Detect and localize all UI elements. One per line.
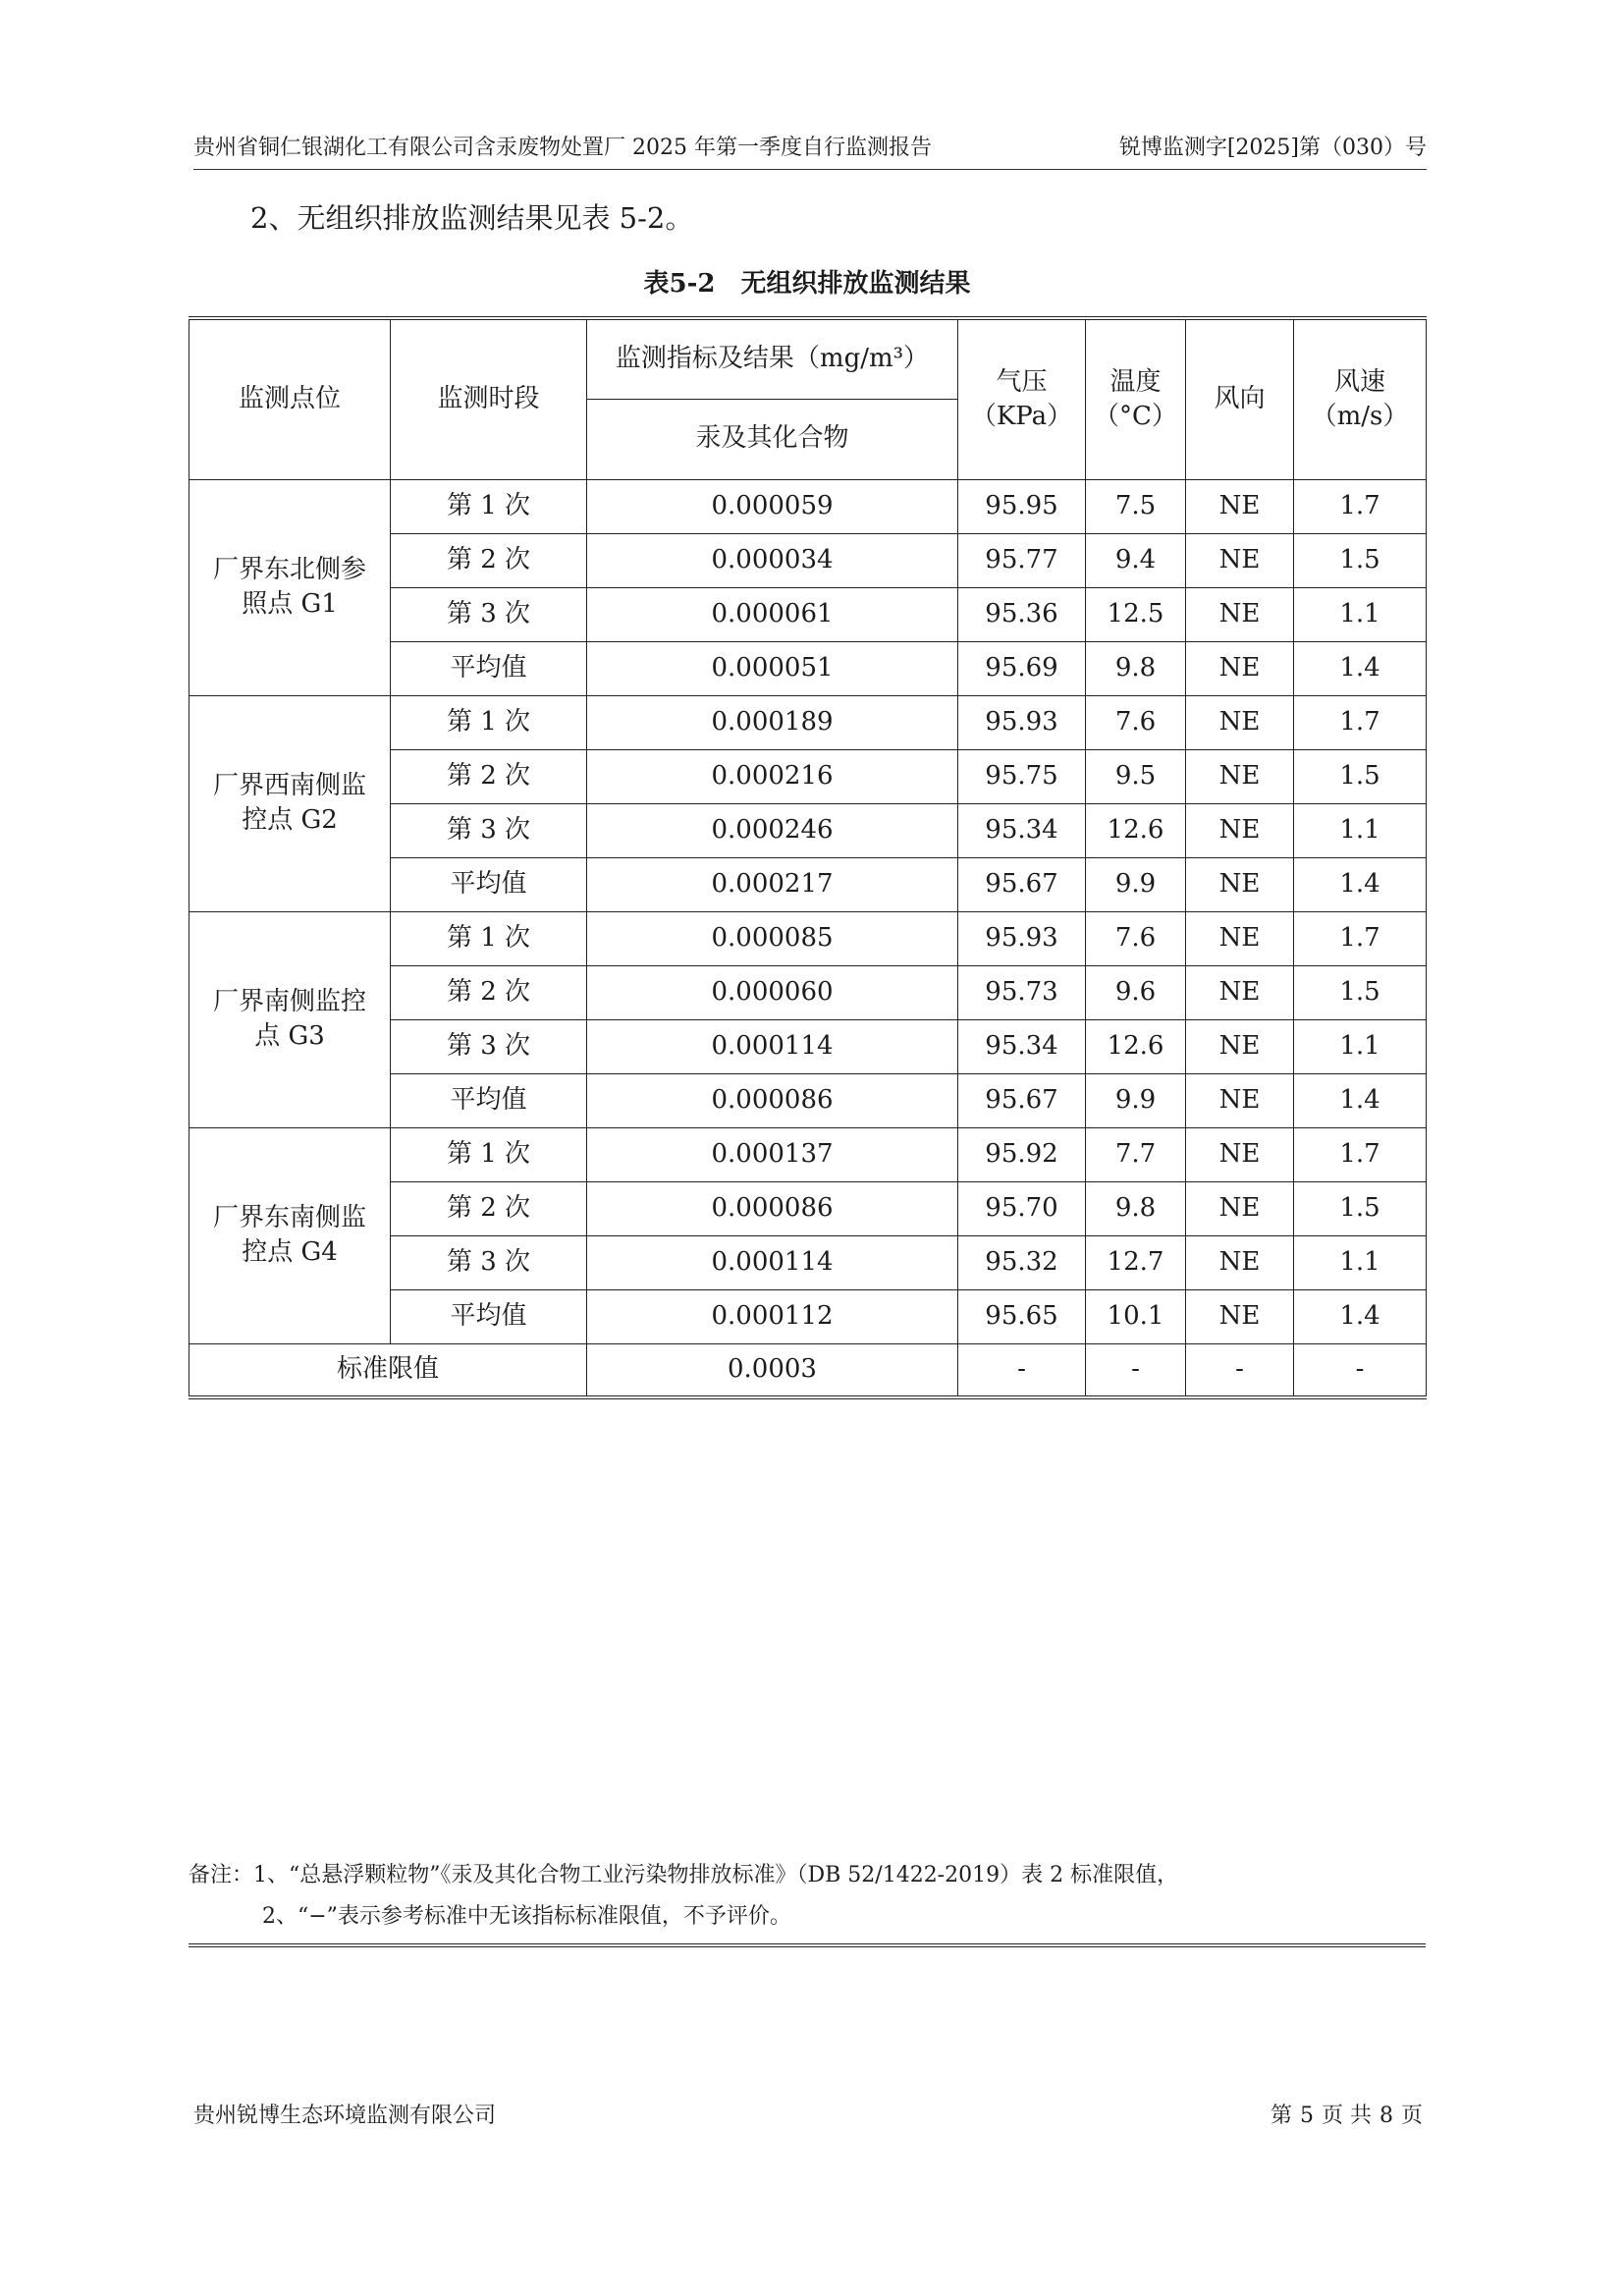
pressure-cell: 95.73 xyxy=(958,965,1086,1019)
wind-direction-cell: NE xyxy=(1186,1127,1294,1181)
pressure-cell: 95.70 xyxy=(958,1181,1086,1235)
header-wind-speed-unit: （m/s） xyxy=(1311,401,1409,431)
header-wind-direction: 风向 xyxy=(1186,318,1294,479)
temperature-cell: 12.6 xyxy=(1086,803,1186,857)
header-pressure xyxy=(958,318,1086,479)
period-cell: 平均值 xyxy=(391,1289,587,1343)
pressure-cell: 95.95 xyxy=(958,479,1086,533)
table-row xyxy=(189,479,1427,533)
mercury-cell: 0.000061 xyxy=(587,587,958,641)
wind-speed-cell: 1.4 xyxy=(1294,641,1427,695)
period-cell: 第 1 次 xyxy=(391,479,587,533)
wind-speed-cell: 1.4 xyxy=(1294,1073,1427,1127)
header-wind-speed-label: 风速 xyxy=(1333,366,1385,397)
pressure-cell: 95.67 xyxy=(958,857,1086,911)
temperature-cell: 9.5 xyxy=(1086,749,1186,803)
page-label-mid: 页 共 xyxy=(1321,2104,1372,2128)
site-cell: 厂界南侧监控点 G3 xyxy=(189,911,391,1127)
period-cell: 平均值 xyxy=(391,857,587,911)
pressure-cell: 95.69 xyxy=(958,641,1086,695)
wind-speed-cell: 1.7 xyxy=(1294,695,1427,749)
mercury-cell: 0.000034 xyxy=(587,533,958,587)
standard-limit-label: 标准限值 xyxy=(189,1343,587,1397)
period-cell: 第 2 次 xyxy=(391,749,587,803)
mercury-cell: 0.000217 xyxy=(587,857,958,911)
standard-mercury-cell: 0.0003 xyxy=(587,1343,958,1397)
standard-wind-speed-cell: - xyxy=(1294,1343,1427,1397)
wind-speed-cell: 1.1 xyxy=(1294,1019,1427,1073)
mercury-cell: 0.000051 xyxy=(587,641,958,695)
wind-speed-cell: 1.7 xyxy=(1294,911,1427,965)
period-cell: 第 1 次 xyxy=(391,911,587,965)
period-cell: 第 3 次 xyxy=(391,1235,587,1289)
mercury-cell: 0.000246 xyxy=(587,803,958,857)
pressure-cell: 95.93 xyxy=(958,695,1086,749)
mercury-cell: 0.000112 xyxy=(587,1289,958,1343)
mercury-cell: 0.000137 xyxy=(587,1127,958,1181)
wind-direction-cell: NE xyxy=(1186,1073,1294,1127)
wind-direction-cell: NE xyxy=(1186,587,1294,641)
wind-direction-cell: NE xyxy=(1186,857,1294,911)
temperature-cell: 7.6 xyxy=(1086,695,1186,749)
mercury-cell: 0.000085 xyxy=(587,911,958,965)
standard-limit-row xyxy=(189,1343,1427,1397)
standard-wind-direction-cell: - xyxy=(1186,1343,1294,1397)
temperature-cell: 12.6 xyxy=(1086,1019,1186,1073)
temperature-cell: 9.8 xyxy=(1086,1181,1186,1235)
wind-direction-cell: NE xyxy=(1186,749,1294,803)
temperature-cell: 7.5 xyxy=(1086,479,1186,533)
wind-direction-cell: NE xyxy=(1186,1235,1294,1289)
temperature-cell: 12.5 xyxy=(1086,587,1186,641)
period-cell: 第 3 次 xyxy=(391,587,587,641)
mercury-cell: 0.000216 xyxy=(587,749,958,803)
table-row xyxy=(189,695,1427,749)
temperature-cell: 9.8 xyxy=(1086,641,1186,695)
pressure-cell: 95.65 xyxy=(958,1289,1086,1343)
mercury-cell: 0.000086 xyxy=(587,1181,958,1235)
header-temperature xyxy=(1086,318,1186,479)
report-number: 锐博监测字[2025]第（030）号 xyxy=(1118,136,1427,160)
page-indicator xyxy=(1267,2099,1427,2129)
mercury-cell: 0.000060 xyxy=(587,965,958,1019)
wind-speed-cell: 1.5 xyxy=(1294,533,1427,587)
wind-speed-cell: 1.7 xyxy=(1294,479,1427,533)
note-1: 备注：1、“总悬浮颗粒物”《汞及其化合物工业污染物排放标准》（DB 52/1422-2019）表 2 标准限值， xyxy=(189,1863,1179,1887)
period-cell: 平均值 xyxy=(391,1073,587,1127)
wind-direction-cell: NE xyxy=(1186,803,1294,857)
table-notes xyxy=(189,1855,1426,1947)
site-cell: 厂界东南侧监控点 G4 xyxy=(189,1127,391,1343)
wind-speed-cell: 1.4 xyxy=(1294,1289,1427,1343)
temperature-cell: 7.6 xyxy=(1086,911,1186,965)
mercury-cell: 0.000189 xyxy=(587,695,958,749)
pressure-cell: 95.75 xyxy=(958,749,1086,803)
wind-speed-cell: 1.5 xyxy=(1294,1181,1427,1235)
pressure-cell: 95.92 xyxy=(958,1127,1086,1181)
header-temperature-label: 温度 xyxy=(1109,366,1162,397)
report-header xyxy=(193,131,1427,170)
wind-direction-cell: NE xyxy=(1186,1289,1294,1343)
pressure-cell: 95.93 xyxy=(958,911,1086,965)
header-temperature-unit: （°C） xyxy=(1094,401,1177,431)
header-period: 监测时段 xyxy=(391,318,587,479)
section-title: 2、无组织排放监测结果见表 5-2。 xyxy=(250,201,694,235)
header-wind-speed xyxy=(1294,318,1427,479)
header-pressure-label: 气压 xyxy=(996,366,1048,397)
pressure-cell: 95.34 xyxy=(958,803,1086,857)
header-indicator-group: 监测指标及结果（mg/m³） xyxy=(587,318,958,399)
temperature-cell: 9.4 xyxy=(1086,533,1186,587)
temperature-cell: 7.7 xyxy=(1086,1127,1186,1181)
standard-pressure-cell: - xyxy=(958,1343,1086,1397)
wind-speed-cell: 1.5 xyxy=(1294,749,1427,803)
pressure-cell: 95.67 xyxy=(958,1073,1086,1127)
page-footer xyxy=(193,2099,1427,2129)
table-caption: 表5-2 无组织排放监测结果 xyxy=(643,269,971,299)
wind-speed-cell: 1.1 xyxy=(1294,587,1427,641)
pressure-cell: 95.34 xyxy=(958,1019,1086,1073)
temperature-cell: 9.9 xyxy=(1086,1073,1186,1127)
temperature-cell: 9.9 xyxy=(1086,857,1186,911)
table-row xyxy=(189,911,1427,965)
footer-company: 贵州锐博生态环境监测有限公司 xyxy=(193,2104,497,2128)
temperature-cell: 12.7 xyxy=(1086,1235,1186,1289)
period-cell: 第 2 次 xyxy=(391,1181,587,1235)
period-cell: 第 3 次 xyxy=(391,803,587,857)
mercury-cell: 0.000086 xyxy=(587,1073,958,1127)
mercury-cell: 0.000114 xyxy=(587,1019,958,1073)
wind-direction-cell: NE xyxy=(1186,479,1294,533)
report-title: 贵州省铜仁银湖化工有限公司含汞废物处置厂 2025 年第一季度自行监测报告 xyxy=(193,136,932,160)
temperature-cell: 9.6 xyxy=(1086,965,1186,1019)
wind-direction-cell: NE xyxy=(1186,1181,1294,1235)
wind-speed-cell: 1.1 xyxy=(1294,1235,1427,1289)
period-cell: 平均值 xyxy=(391,641,587,695)
page-label-post: 页 xyxy=(1400,2104,1423,2128)
wind-speed-cell: 1.4 xyxy=(1294,857,1427,911)
wind-direction-cell: NE xyxy=(1186,965,1294,1019)
header-site: 监测点位 xyxy=(189,318,391,479)
page-total: 8 xyxy=(1379,2104,1393,2128)
site-cell: 厂界东北侧参照点 G1 xyxy=(189,479,391,695)
header-mercury: 汞及其化合物 xyxy=(587,399,958,479)
period-cell: 第 1 次 xyxy=(391,695,587,749)
table-row xyxy=(189,1127,1427,1181)
wind-direction-cell: NE xyxy=(1186,911,1294,965)
wind-direction-cell: NE xyxy=(1186,695,1294,749)
wind-speed-cell: 1.1 xyxy=(1294,803,1427,857)
site-cell: 厂界西南侧监控点 G2 xyxy=(189,695,391,911)
header-pressure-unit: （KPa） xyxy=(970,401,1073,431)
pressure-cell: 95.36 xyxy=(958,587,1086,641)
period-cell: 第 2 次 xyxy=(391,533,587,587)
period-cell: 第 1 次 xyxy=(391,1127,587,1181)
standard-temperature-cell: - xyxy=(1086,1343,1186,1397)
wind-direction-cell: NE xyxy=(1186,641,1294,695)
monitoring-results-table xyxy=(189,316,1427,1399)
wind-speed-cell: 1.7 xyxy=(1294,1127,1427,1181)
note-2: 2、“−”表示参考标准中无该指标标准限值，不予评价。 xyxy=(262,1904,791,1929)
pressure-cell: 95.77 xyxy=(958,533,1086,587)
pressure-cell: 95.32 xyxy=(958,1235,1086,1289)
page-number: 5 xyxy=(1299,2104,1314,2128)
mercury-cell: 0.000059 xyxy=(587,479,958,533)
period-cell: 第 2 次 xyxy=(391,965,587,1019)
wind-direction-cell: NE xyxy=(1186,533,1294,587)
mercury-cell: 0.000114 xyxy=(587,1235,958,1289)
period-cell: 第 3 次 xyxy=(391,1019,587,1073)
wind-direction-cell: NE xyxy=(1186,1019,1294,1073)
wind-speed-cell: 1.5 xyxy=(1294,965,1427,1019)
page-label-pre: 第 xyxy=(1270,2104,1292,2128)
temperature-cell: 10.1 xyxy=(1086,1289,1186,1343)
